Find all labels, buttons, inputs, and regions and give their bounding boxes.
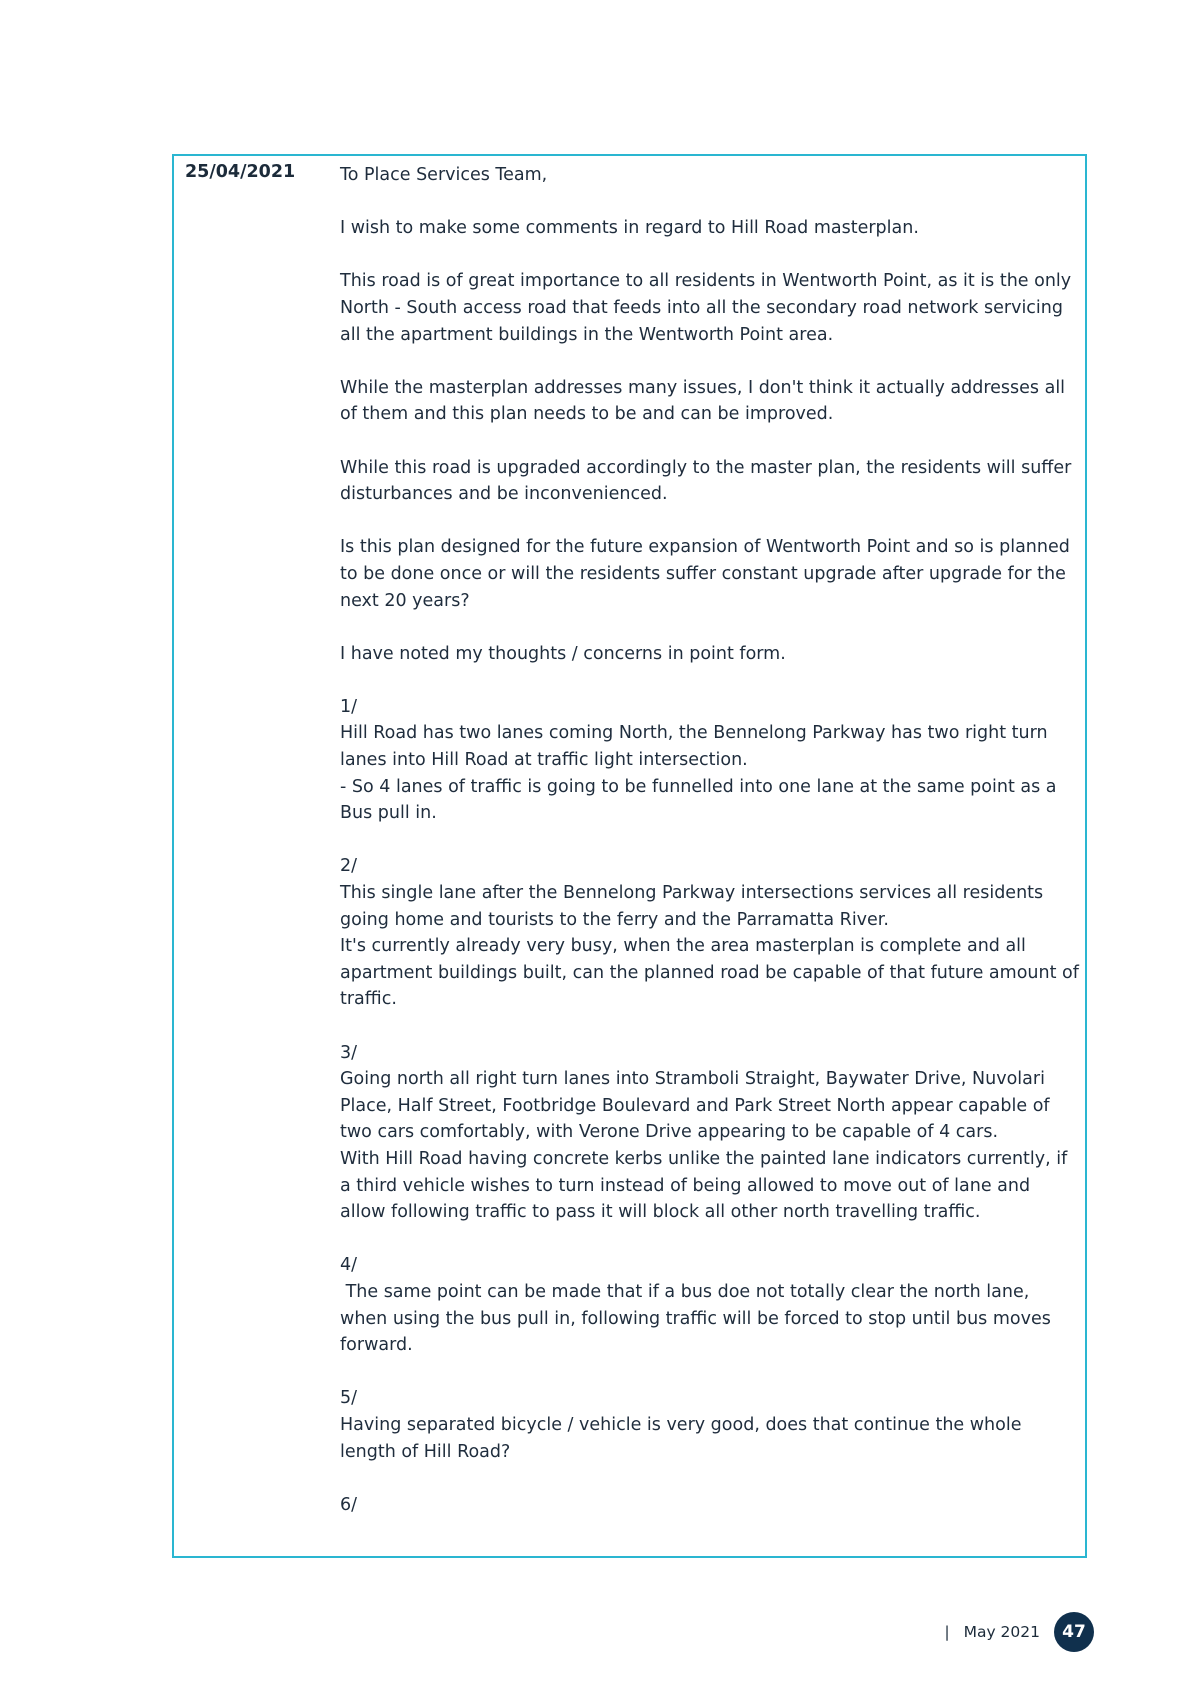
point-line: - So 4 lanes of traffic is going to be funnelled into one lane at the same point as a Bus pull in. <box>340 776 1057 824</box>
paragraph: This road is of great importance to all residents in Wentworth Point, as it is the only North - South access road that feeds into all the secondary road network servicing all the apartment buildings in the Wentworth Point area. <box>340 271 1077 345</box>
point-line: Hill Road has two lanes coming North, the Bennelong Parkway has two right turn lanes into Hill Road at traffic light intersection. <box>340 723 1048 771</box>
point-line: Having separated bicycle / vehicle is very good, does that continue the whole length of Hill Road? <box>340 1414 1022 1462</box>
paragraph: While the masterplan addresses many issues, I don't think it actually addresses all of them and this plan needs to be and can be improved. <box>340 377 1071 425</box>
submission-date: 25/04/2021 <box>185 162 296 182</box>
point-line: The same point can be made that if a bus doe not totally clear the north lane, when using the bus pull in, following traffic will be forced to stop until bus moves forward. <box>340 1281 1057 1356</box>
point-4 <box>340 1252 1080 1358</box>
paragraph: Is this plan designed for the future expansion of Wentworth Point and so is planned to be done once or will the residents suffer constant upgrade after upgrade for the next 20 years? <box>340 537 1076 611</box>
footer-separator: | <box>944 1623 950 1641</box>
point-line: It's currently already very busy, when the area masterplan is complete and all apartment buildings built, can the planned road be capable of that future amount of traffic. <box>340 936 1079 1010</box>
page-footer <box>945 1612 1094 1652</box>
point-number: 3/ <box>340 1042 358 1063</box>
point-3 <box>340 1040 1080 1226</box>
paragraph: I wish to make some comments in regard to Hill Road masterplan. <box>340 218 919 239</box>
submission-table <box>172 154 1087 1558</box>
point-number: 5/ <box>340 1388 358 1409</box>
point-number: 6/ <box>340 1494 358 1515</box>
point-5 <box>340 1385 1080 1465</box>
point-2 <box>340 853 1080 1013</box>
point-number: 1/ <box>340 696 358 717</box>
submission-content <box>340 162 1080 1545</box>
footer-date: May 2021 <box>963 1623 1040 1641</box>
point-line: Going north all right turn lanes into Stramboli Straight, Baywater Drive, Nuvolari Place, Half Street, Footbridge Boulevard and Park Street North appear capable of two cars comfortably, with Verone Drive appearing to be capable of 4 cars. <box>340 1069 1050 1143</box>
point-number: 2/ <box>340 856 358 877</box>
point-number: 4/ <box>340 1255 358 1276</box>
point-line: This single lane after the Bennelong Parkway intersections services all residents going home and tourists to the ferry and the Parramatta River. <box>340 883 1044 930</box>
point-line: With Hill Road having concrete kerbs unlike the painted lane indicators currently, if a third vehicle wishes to turn instead of being allowed to move out of lane and allow following traffic to pass it will block all other north travelling traffic. <box>340 1148 1068 1223</box>
page-number-badge: 47 <box>1054 1612 1094 1652</box>
paragraph: While this road is upgraded accordingly to the master plan, the residents will suffer disturbances and be inconvenienced. <box>340 457 1077 505</box>
greeting: To Place Services Team, <box>340 165 548 185</box>
paragraph: I have noted my thoughts / concerns in point form. <box>340 643 786 664</box>
point-1 <box>340 694 1080 827</box>
point-6 <box>340 1492 1080 1519</box>
